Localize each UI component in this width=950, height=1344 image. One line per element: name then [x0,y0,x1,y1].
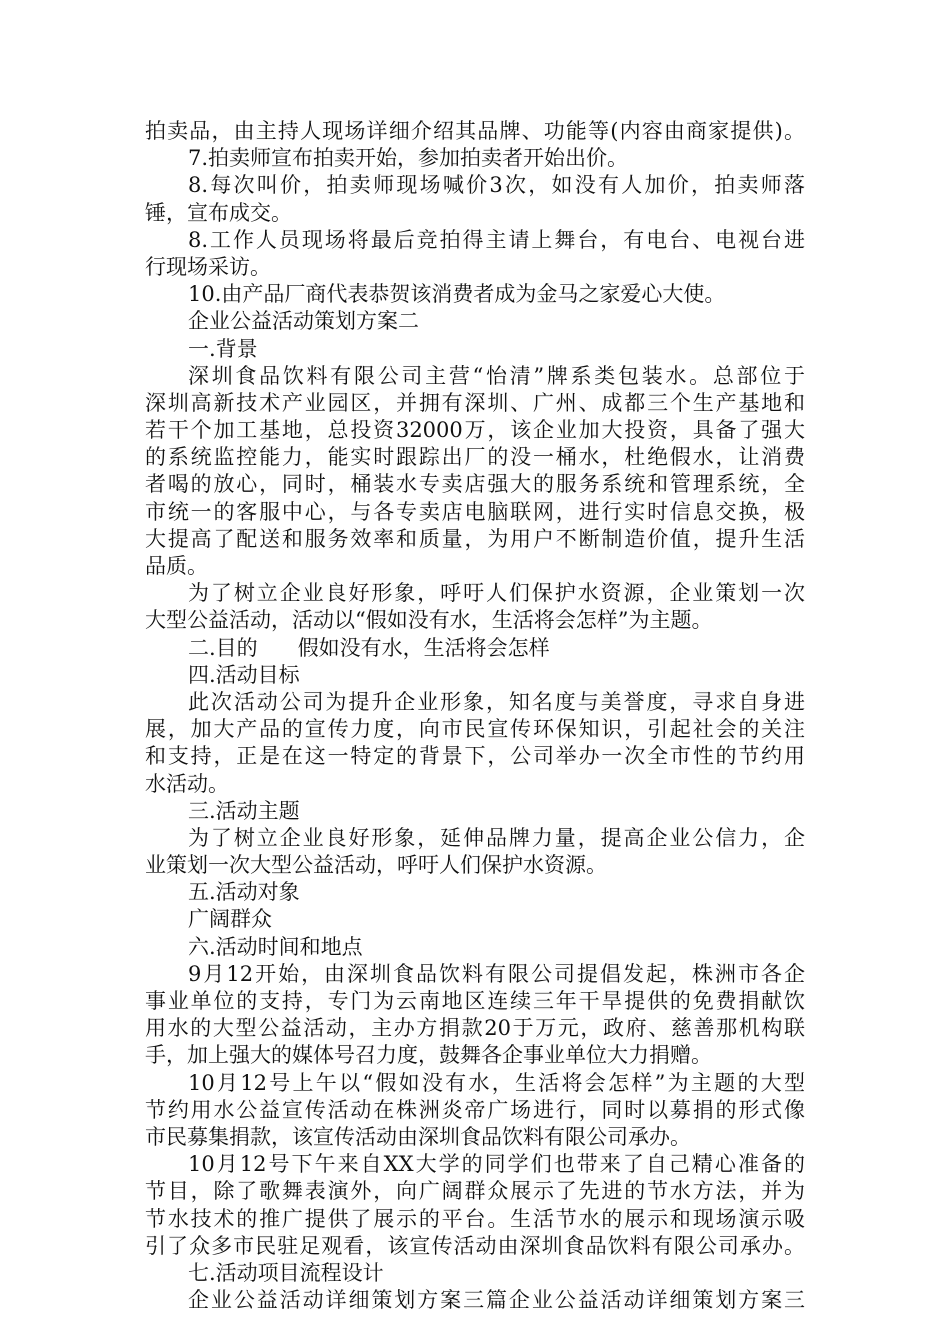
text-line: 市民募集捐款，该宣传活动由深圳食品饮料有限公司承办。 [145,1124,691,1149]
text-line: 10月12号上午以“假如没有水，生活将会怎样”为主题的大型 [188,1070,805,1095]
text-line: 展，加大产品的宣传力度，向市民宣传环保知识，引起社会的关注 [145,717,805,742]
text-line: 行现场采访。 [145,254,271,279]
text-line: 五.活动对象 [188,880,300,905]
text-line: 企业公益活动详细策划方案三篇企业公益活动详细策划方案三 [188,1288,805,1313]
text-line: 此次活动公司为提升企业形象，知名度与美誉度，寻求自身进 [188,689,805,714]
text-line: 企业公益活动策划方案二 [188,309,419,334]
text-line: 用水的大型公益活动，主办方捐款20于万元，政府、慈善那机构联 [145,1016,805,1041]
text-line: 10月12号下午来自XX大学的同学们也带来了自己精心准备的 [188,1152,805,1177]
text-line: 大提高了配送和服务效率和质量，为用户不断制造价值，提升生活 [145,526,805,551]
text-line: 市统一的客服中心，与各专卖店电脑联网，进行实时信息交换，极 [145,499,805,524]
text-line: 大型公益活动，活动以“假如没有水，生活将会怎样”为主题。 [145,608,713,633]
text-line: 8.工作人员现场将最后竞拍得主请上舞台，有电台、电视台进 [188,227,805,252]
text-line: 业策划一次大型公益活动，呼吁人们保护水资源。 [145,853,607,878]
text-line: 六.活动时间和地点 [188,934,363,959]
text-line: 8.每次叫价，拍卖师现场喊价3次，如没有人加价，拍卖师落 [188,173,805,198]
text-line: 水活动。 [145,771,229,796]
text-line: 手，加上强大的媒体号召力度，鼓舞各企事业单位大力捐赠。 [145,1043,712,1068]
text-line: 事业单位的支持，专门为云南地区连续三年干旱提供的免费捐献饮 [145,989,805,1013]
text-line: 节水技术的推广提供了展示的平台。生活节水的展示和现场演示吸 [145,1206,805,1231]
document-page [145,118,805,1314]
text-line: 7.拍卖师宣布拍卖开始，参加拍卖者开始出价。 [188,146,629,171]
text-line: 广阔群众 [188,907,272,932]
text-line: 节目，除了歌舞表演外，向广阔群众展示了先进的节水方法，并为 [145,1179,805,1204]
text-line: 10.由产品厂商代表恭贺该消费者成为金马之家爱心大使。 [188,282,726,307]
text-line: 为了树立企业良好形象，呼吁人们保护水资源，企业策划一次 [188,581,805,606]
text-line: 四.活动目标 [188,662,300,687]
text-line: 拍卖品，由主持人现场详细介绍其品牌、功能等(内容由商家提供)。 [145,119,805,143]
text-line: 品质。 [145,554,208,578]
text-line: 的系统监控能力，能实时跟踪出厂的没一桶水，杜绝假水，让消费 [145,445,805,470]
text-line: 三.活动主题 [188,798,300,823]
text-line [145,635,805,662]
text-line: 一.背景 [188,336,258,361]
text-line: 若干个加工基地，总投资32000万，该企业加大投资，具备了强大 [145,418,805,443]
text-line: 锤，宣布成交。 [145,200,292,225]
text-line: 者喝的放心，同时，桶装水专卖店强大的服务系统和管理系统，全 [145,472,805,497]
text-line: 深圳高新技术产业园区，并拥有深圳、广州、成都三个生产基地和 [145,390,805,415]
section-heading-value: 假如没有水，生活将会怎样 [297,635,550,660]
text-line: 七.活动项目流程设计 [188,1260,384,1285]
text-line: 引了众多市民驻足观看，该宣传活动由深圳食品饮料有限公司承办。 [145,1233,805,1258]
text-line: 为了树立企业良好形象，延伸品牌力量，提高企业公信力，企 [188,825,805,850]
text-line: 9月12开始，由深圳食品饮料有限公司提倡发起，株洲市各企 [188,961,805,986]
section-heading: 二.目的 [188,635,258,660]
text-line: 深圳食品饮料有限公司主营“怡清”牌系类包装水。总部位于 [188,363,805,388]
text-line: 节约用水公益宣传活动在株洲炎帝广场进行，同时以募捐的形式像 [145,1097,805,1122]
text-line: 和支持，正是在这一特定的背景下，公司举办一次全市性的节约用 [145,744,805,769]
